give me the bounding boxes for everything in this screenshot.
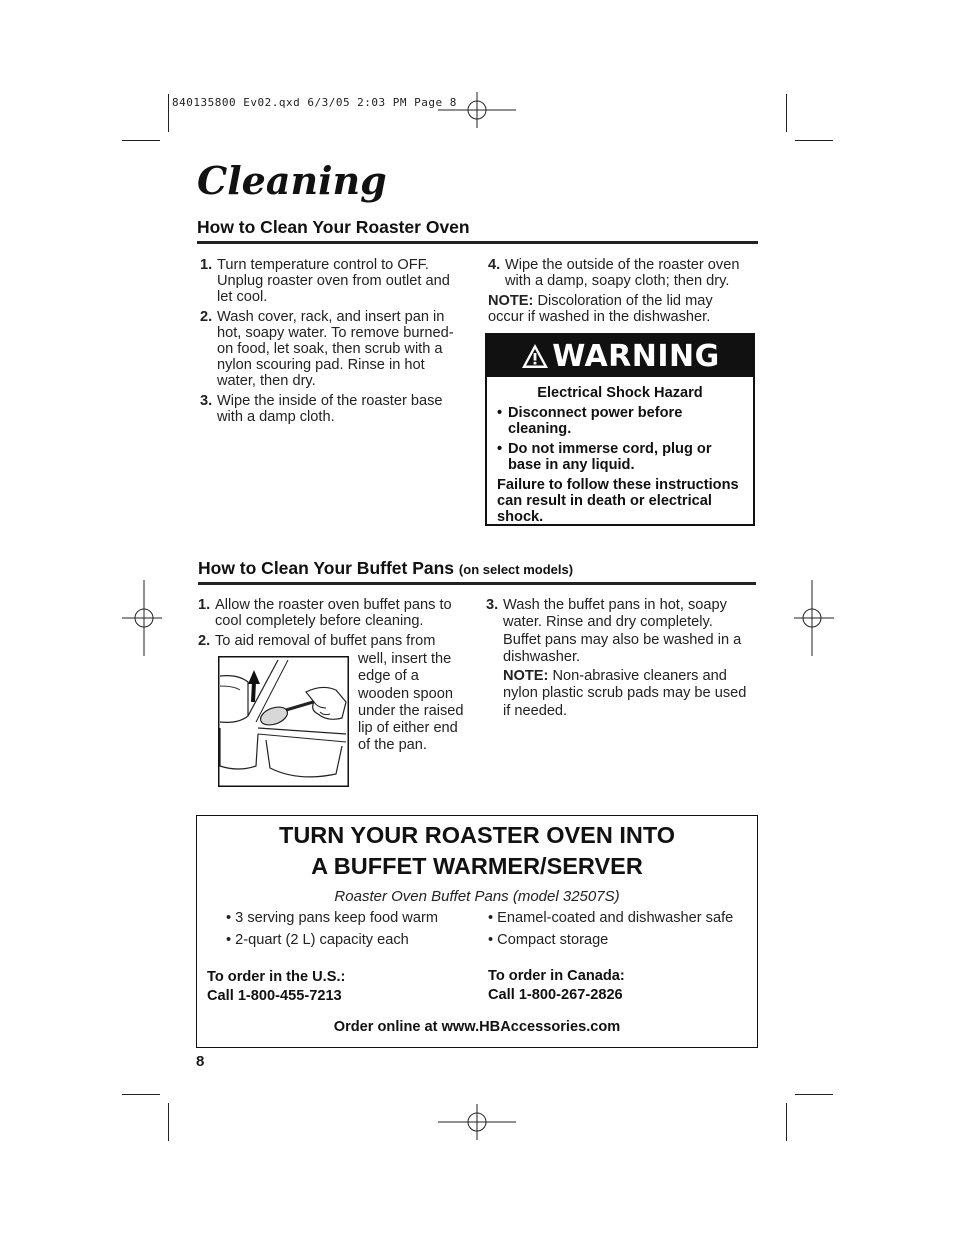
step-number: 2. [198,633,211,649]
promo-title-line-1: TURN YOUR ROASTER OVEN INTO [278,822,676,848]
note-text: Discoloration of the lid may occur if washed in the dishwasher. [488,293,713,325]
order-canada-label: To order in Canada: [488,968,625,984]
list-item: • 3 serving pans keep food warm [226,910,438,926]
step-number: 3. [486,597,499,613]
warning-content [487,377,753,525]
list-item: • Do not immerse cord, plug or base in any liquid. [497,441,743,473]
order-online: Order online at www.HBAccessories.com [333,1019,621,1035]
list-item [485,257,755,289]
warning-hazard: Electrical Shock Hazard [537,385,703,401]
printer-slug: 840135800 Ev02.qxd 6/3/05 2:03 PM Page 8 [172,96,457,109]
page-title: Cleaning [197,158,387,203]
promo-bullets-right [488,910,733,954]
note-label: NOTE: [488,293,534,309]
buffet-clean-step-3 [483,597,748,670]
registration-mark-icon [438,1104,516,1140]
registration-mark-icon [122,580,162,656]
roaster-note [488,293,750,325]
list-item [197,309,467,389]
bullet-text: 3 serving pans keep food warm [235,910,438,926]
list-item: • Disconnect power before cleaning. [497,405,743,437]
spoon-lifting-pan-illustration [218,656,349,787]
registration-mark-icon [438,92,516,128]
section-heading-roaster-oven [197,217,758,244]
order-us-label: To order in the U.S.: [207,969,346,985]
note-label: NOTE: [503,668,549,684]
step-number: 4. [488,257,501,273]
list-item [195,633,470,649]
step-number: 3. [200,393,213,409]
step-text: Turn temperature control to OFF. Unplug roaster oven from outlet and let cool. [217,257,450,305]
warning-triangle-icon [520,342,550,370]
promo-subtitle: Roaster Oven Buffet Pans (model 32507S) [334,888,620,905]
order-canada [488,967,625,1005]
section-heading-buffet-pans [198,558,756,585]
promo-bullets-left [226,910,438,954]
list-item: • Compact storage [488,932,609,948]
order-canada-phone: Call 1-800-267-2826 [488,987,623,1003]
buffet-note [503,668,748,720]
order-us [207,968,345,1006]
page-number: 8 [196,1053,205,1070]
bullet-text: 2-quart (2 L) capacity each [235,932,409,948]
list-item: • 2-quart (2 L) capacity each [226,932,409,948]
warning-bullets [497,405,743,473]
warning-label: WARNING [552,338,720,374]
step-text: Wipe the outside of the roaster oven with a damp, soapy cloth; then dry. [505,257,740,289]
bullet-text: Compact storage [497,932,609,948]
buffet-clean-steps [195,597,470,653]
registration-mark-icon [794,580,834,656]
step-number: 1. [200,257,213,273]
promo-title [197,820,757,882]
step-number: 2. [200,309,213,325]
step-2-continued: well, insert the edge of a wooden spoon under the raised lip of either end of the pan. [358,651,464,754]
roaster-clean-step-4 [485,257,755,293]
note-text: Non-abrasive cleaners and nylon plastic scrub pads may be used if needed. [503,668,747,719]
list-item [197,393,467,425]
order-us-phone: Call 1-800-455-7213 [207,988,342,1004]
list-item: • Enamel-coated and dishwasher safe [488,910,734,926]
section-heading-text: How to Clean Your Buffet Pans [198,558,455,578]
list-item [197,257,467,305]
section-heading-text: How to Clean Your Roaster Oven [197,217,470,237]
warning-box [485,333,755,526]
roaster-clean-steps [197,257,467,429]
step-text: Wash the buffet pans in hot, soapy water. Rinse and dry completely. Buffet pans may also be washed in a dishwasher. [503,597,742,665]
promo-title-line-2: A BUFFET WARMER/SERVER [311,853,643,879]
warning-banner [487,335,753,377]
list-item [483,597,748,666]
step-text: Wipe the inside of the roaster base with a damp cloth. [217,393,443,425]
step-text: To aid removal of buffet pans from [215,633,436,649]
step-text: Allow the roaster oven buffet pans to cool completely before cleaning. [215,597,452,629]
section-heading-note: (on select models) [458,562,574,577]
list-item [195,597,470,629]
warning-footer: Failure to follow these instructions can result in death or electrical shock. [497,477,739,525]
step-text: Wash cover, rack, and insert pan in hot, soapy water. To remove burned-on food, let soak, then scrub with a nylon scouring pad. Rinse in hot water, then dry. [217,309,454,389]
bullet-text: Enamel-coated and dishwasher safe [497,910,734,926]
step-number: 1. [198,597,211,613]
